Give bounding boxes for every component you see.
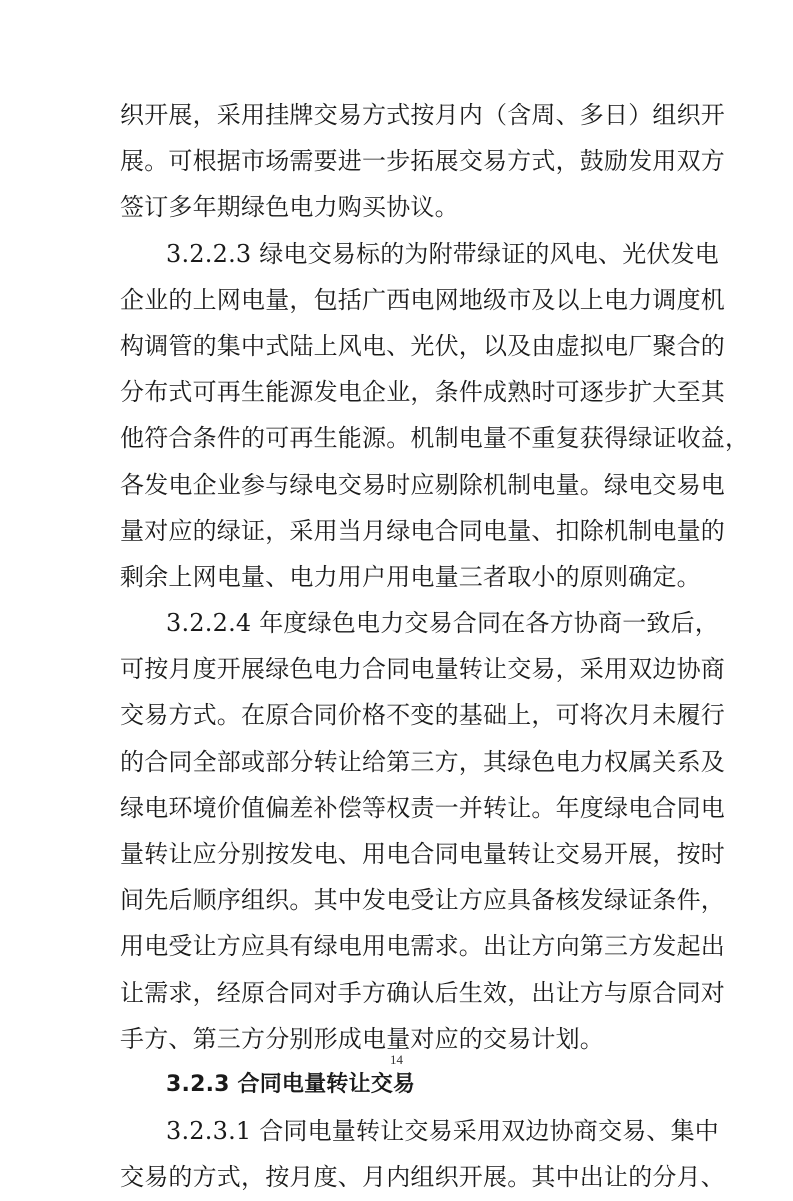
text-line: 让需求，经原合同对手方确认后生效，出让方与原合同对	[120, 978, 725, 1007]
paragraph-3-2-3-1-start: 3.2.3.1 合同电量转让交易采用双边协商交易、集中	[166, 1117, 719, 1146]
page-number: 14	[390, 1052, 403, 1067]
text-line: 他符合条件的可再生能源。机制电量不重复获得绿证收益，	[120, 424, 750, 453]
text-line: 可按月度开展绿色电力合同电量转让交易，采用双边协商	[120, 655, 725, 684]
paragraph-3-2-2-4-start: 3.2.2.4 年度绿色电力交易合同在各方协商一致后，	[166, 609, 719, 638]
text-line: 各发电企业参与绿电交易时应剔除机制电量。绿电交易电	[120, 470, 725, 499]
text-line: 交易方式。在原合同价格不变的基础上，可将次月未履行	[120, 701, 725, 730]
text-line: 用电受让方应具有绿电用电需求。出让方向第三方发起出	[120, 932, 725, 961]
document-body	[120, 92, 750, 1201]
text-line: 分布式可再生能源发电企业，条件成熟时可逐步扩大至其	[120, 378, 725, 407]
section-heading-3-2-3: 3.2.3 合同电量转让交易	[166, 1071, 416, 1097]
text-line: 量对应的绿证，采用当月绿电合同电量、扣除机制电量的	[120, 516, 725, 545]
text-line: 企业的上网电量，包括广西电网地级市及以上电力调度机	[120, 285, 725, 314]
text-line: 签订多年期绿色电力购买协议。	[120, 193, 459, 222]
paragraph-3-2-2-3-start: 3.2.2.3 绿电交易标的为附带绿证的风电、光伏发电	[166, 239, 719, 268]
text-line: 构调管的集中式陆上风电、光伏，以及由虚拟电厂聚合的	[120, 331, 725, 360]
text-line: 手方、第三方分别形成电量对应的交易计划。	[120, 1024, 604, 1053]
text-line: 间先后顺序组织。其中发电受让方应具备核发绿证条件，	[120, 886, 725, 915]
text-line: 剩余上网电量、电力用户用电量三者取小的原则确定。	[120, 562, 701, 591]
text-line: 交易的方式，按月度、月内组织开展。其中出让的分月、	[120, 1163, 725, 1192]
text-line: 织开展，采用挂牌交易方式按月内（含周、多日）组织开	[120, 101, 725, 129]
text-line: 量转让应分别按发电、用电合同电量转让交易开展，按时	[120, 840, 725, 868]
text-line: 的合同全部或部分转让给第三方，其绿色电力权属关系及	[120, 747, 725, 776]
text-line: 绿电环境价值偏差补偿等权责一并转让。年度绿电合同电	[120, 793, 725, 822]
text-line: 展。可根据市场需要进一步拓展交易方式，鼓励发用双方	[120, 147, 725, 176]
